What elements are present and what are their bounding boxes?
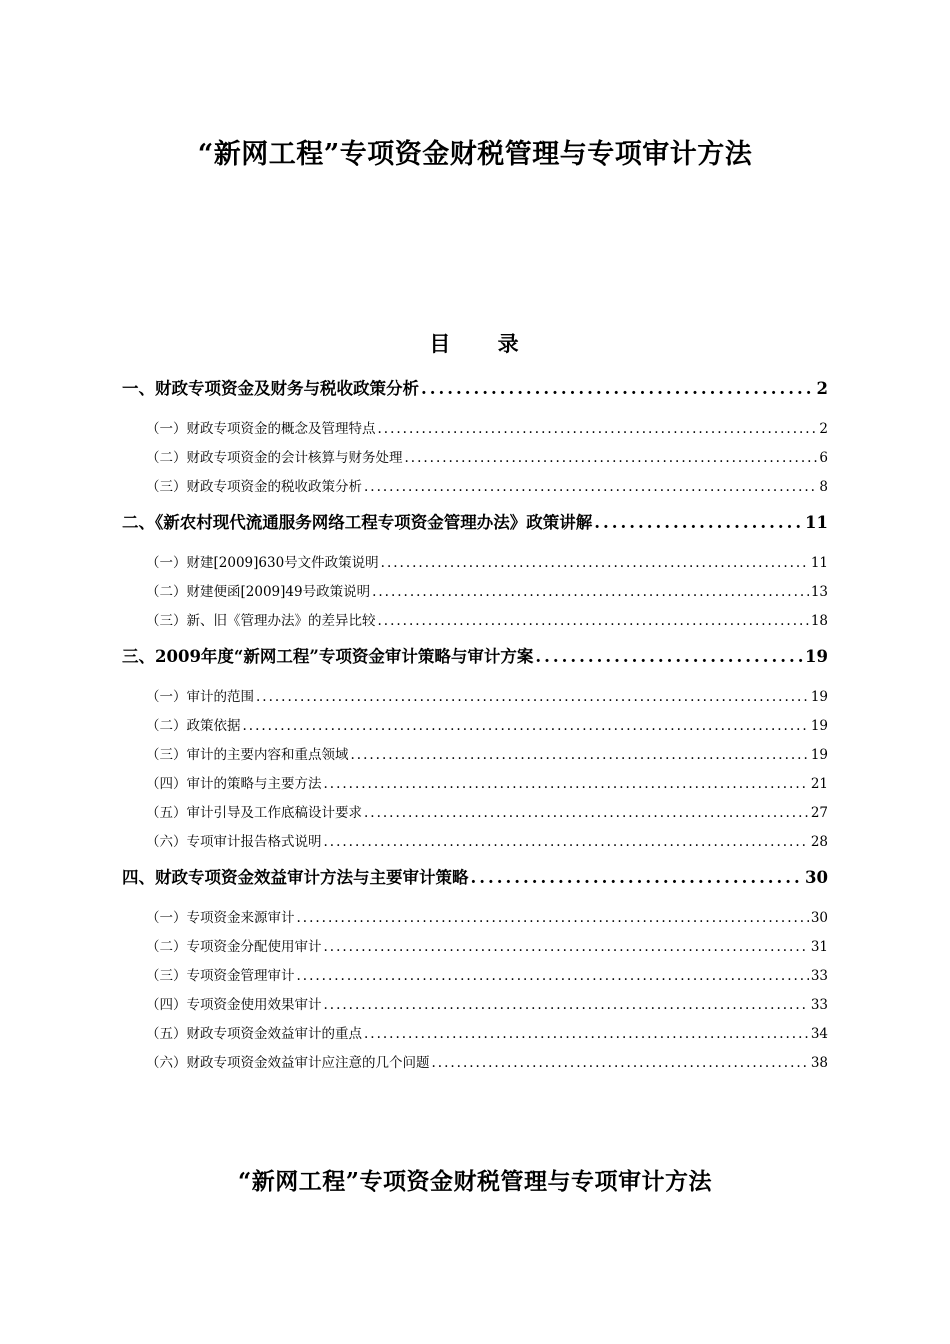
toc-entry-label: （一）财政专项资金的概念及管理特点 [146,421,376,437]
toc-page-number: 11 [810,555,828,571]
toc-page-number: 2 [816,379,828,398]
toc-entry-2-2[interactable] [146,580,828,600]
toc-page-number: 33 [810,968,828,984]
toc-entry-label: （四）审计的策略与主要方法 [146,776,322,792]
toc-dot-leader [405,450,818,466]
toc-dot-leader [381,555,809,571]
toc-entry-label: （二）财政专项资金的会计核算与财务处理 [146,450,403,466]
toc-dot-leader [364,1026,809,1042]
toc-dot-leader [324,939,809,955]
toc-page-number: 28 [810,834,828,850]
toc-dot-leader [378,421,818,437]
toc-entry-label: （五）财政专项资金效益审计的重点 [146,1026,362,1042]
toc-entry-4-3[interactable] [146,964,828,984]
toc-dot-leader [378,613,809,629]
toc-page-number: 33 [810,997,828,1013]
toc-entry-label: （三）财政专项资金的税收政策分析 [146,479,362,495]
toc-page-number: 30 [805,868,828,887]
toc-entry-3-2[interactable] [146,714,828,734]
toc-entry-1-2[interactable] [146,446,828,466]
toc-page-number: 19 [810,689,828,705]
toc-page-number: 19 [810,718,828,734]
toc-page-number: 8 [819,479,828,495]
toc-entry-chapter-3[interactable] [122,643,828,667]
toc-page-number: 30 [810,910,828,926]
toc-entry-chapter-1[interactable] [122,375,828,399]
toc-entry-label: 二、《新农村现代流通服务网络工程专项资金管理办法》政策讲解 [122,513,593,532]
toc-entry-chapter-2[interactable] [122,509,828,533]
toc-entry-label: 四、财政专项资金效益审计方法与主要审计策略 [122,868,469,887]
toc-entry-label: （三）新、旧《管理办法》的差异比较 [146,613,376,629]
toc-entry-3-5[interactable] [146,801,828,821]
toc-page-number: 2 [819,421,828,437]
toc-dot-leader [256,689,809,705]
toc-entry-label: （二）财建便函[2009]49号政策说明 [146,584,371,600]
toc-entry-label: （三）专项资金管理审计 [146,968,295,984]
toc-entry-1-1[interactable] [146,417,828,437]
toc-dot-leader [364,805,809,821]
toc-page-number: 31 [810,939,828,955]
toc-entry-label: （四）专项资金使用效果审计 [146,997,322,1013]
toc-entry-3-1[interactable] [146,685,828,705]
toc-dot-leader [243,718,809,734]
toc-entry-4-4[interactable] [146,993,828,1013]
toc-entry-4-2[interactable] [146,935,828,955]
toc-page-number: 27 [810,805,828,821]
toc-entry-label: （一）专项资金来源审计 [146,910,295,926]
toc-page-number: 13 [810,584,828,600]
toc-entry-label: 三、2009年度“新网工程”专项资金审计策略与审计方案 [122,647,534,666]
toc-entry-2-3[interactable] [146,609,828,629]
toc-dot-leader [432,1055,809,1071]
toc-dot-leader [535,647,803,666]
toc-entry-3-3[interactable] [146,743,828,763]
toc-dot-leader [364,479,817,495]
toc-entry-2-1[interactable] [146,551,828,571]
toc-entry-label: （六）专项审计报告格式说明 [146,834,322,850]
document-title: “新网工程”专项资金财税管理与专项审计方法 [197,139,753,170]
toc-dot-leader [324,776,809,792]
toc-page-number: 19 [810,747,828,763]
toc-dot-leader [471,868,804,887]
toc-dot-leader [594,513,803,532]
toc-entry-chapter-4[interactable] [122,864,828,888]
toc-dot-leader [351,747,809,763]
toc-entry-3-4[interactable] [146,772,828,792]
toc-page-number: 21 [810,776,828,792]
toc-entry-4-6[interactable] [146,1051,828,1071]
toc-entry-label: （二）政策依据 [146,718,241,734]
toc-dot-leader [297,910,809,926]
toc-heading: 目 录 [429,331,521,356]
toc-dot-leader [297,968,809,984]
toc-entry-label: （五）审计引导及工作底稿设计要求 [146,805,362,821]
toc-page-number: 6 [819,450,828,466]
toc-entry-3-6[interactable] [146,830,828,850]
toc-entry-label: 一、财政专项资金及财务与税收政策分析 [122,379,419,398]
toc-entry-label: （二）专项资金分配使用审计 [146,939,322,955]
toc-page-number: 18 [810,613,828,629]
toc-dot-leader [324,997,809,1013]
toc-page-number: 34 [810,1026,828,1042]
toc-page-number: 38 [810,1055,828,1071]
toc-entry-label: （一）审计的范围 [146,689,254,705]
toc-entry-4-5[interactable] [146,1022,828,1042]
toc-dot-leader [372,584,809,600]
toc-entry-label: （一）财建[2009]630号文件政策说明 [146,555,379,571]
toc-dot-leader [421,379,815,398]
section-title: “新网工程”专项资金财税管理与专项审计方法 [238,1168,712,1195]
toc-page-number: 11 [805,513,828,532]
toc-dot-leader [324,834,809,850]
toc-entry-4-1[interactable] [146,906,828,926]
toc-page-number: 19 [805,647,828,666]
toc-entry-1-3[interactable] [146,475,828,495]
toc-entry-label: （三）审计的主要内容和重点领域 [146,747,349,763]
toc-entry-label: （六）财政专项资金效益审计应注意的几个问题 [146,1055,430,1071]
